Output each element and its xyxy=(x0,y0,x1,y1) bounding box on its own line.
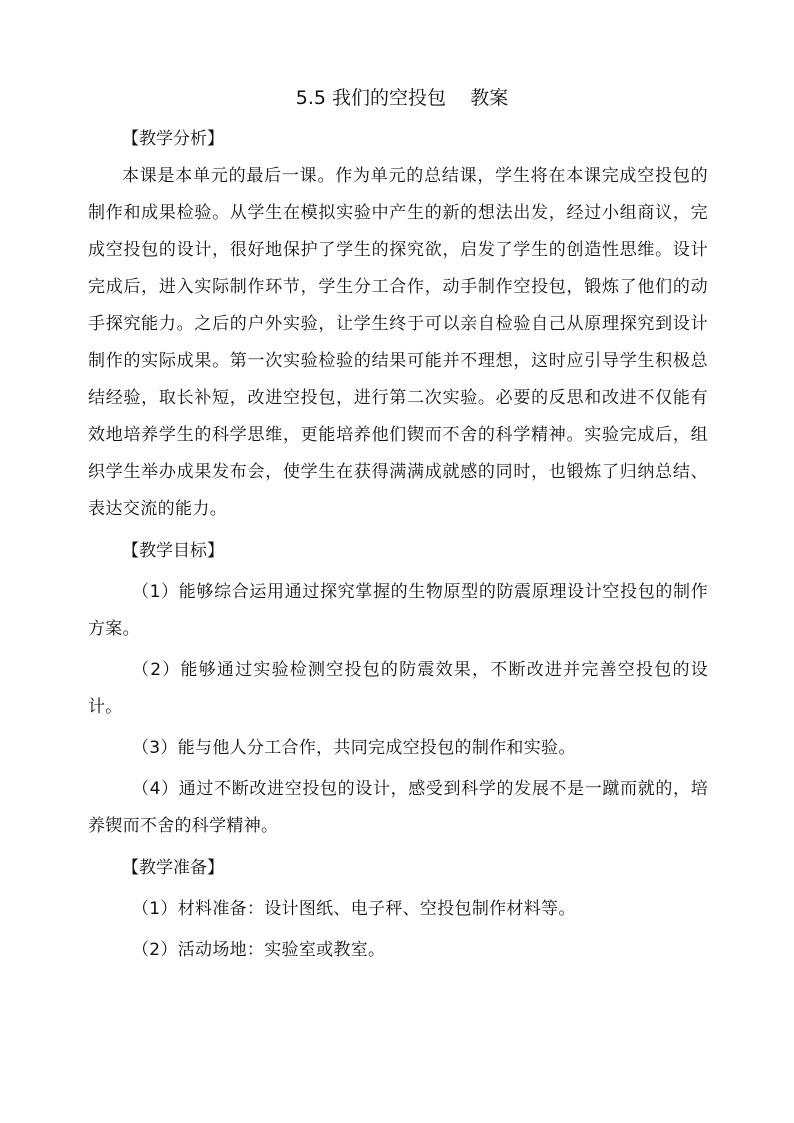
list-item: （2）活动场地：实验室或教室。 xyxy=(132,940,386,960)
section-teaching-objectives xyxy=(88,532,708,845)
document-title: 5.5 我们的空投包 教案 xyxy=(295,87,509,109)
section-heading: 【教学目标】 xyxy=(122,541,224,561)
list-item: （4）通过不断改进空投包的设计，感受到科学的发展不是一蹴而就的，培养锲而不舍的科学精神。 xyxy=(88,779,708,836)
section-teaching-preparation xyxy=(88,849,708,969)
list-item: （2）能够通过实验检测空投包的防震效果，不断改进并完善空投包的设计。 xyxy=(88,660,708,717)
list-item: （3）能与他人分工合作，共同完成空投包的制作和实验。 xyxy=(132,738,576,758)
document-page xyxy=(88,80,708,969)
paragraph: 本课是本单元的最后一课。作为单元的总结课，学生将在本课完成空投包的制作和成果检验。从学生在模拟实验中产生的新的想法出发，经过小组商议，完成空投包的设计，很好地保护了学生的探究欲，启发了学生的创造性思维。设计完成后，进入实际制作环节，学生分工合作，动手制作空投包，锻炼了他们的动手探究能力。之后的户外实验，让学生终于可以亲自检验自己从原理探究到设计制作的实际成果。第一次实验检验的结果可能并不理想，这时应引导学生积极总结经验，取长补短，改进空投包，进行第二次实验。必要的反思和改进不仅能有效地培养学生的科学思维，更能培养他们锲而不舍的科学精神。实验完成后，组织学生举办成果发布会，使学生在获得满满成就感的同时，也锻炼了归纳总结、表达交流的能力。 xyxy=(88,166,708,519)
section-teaching-analysis xyxy=(88,120,708,528)
list-item: （1）材料准备：设计图纸、电子秤、空投包制作材料等。 xyxy=(132,899,576,919)
section-heading: 【教学分析】 xyxy=(122,129,224,149)
section-heading: 【教学准备】 xyxy=(122,858,224,878)
list-item: （1）能够综合运用通过探究掌握的生物原型的防震原理设计空投包的制作方案。 xyxy=(88,582,708,639)
